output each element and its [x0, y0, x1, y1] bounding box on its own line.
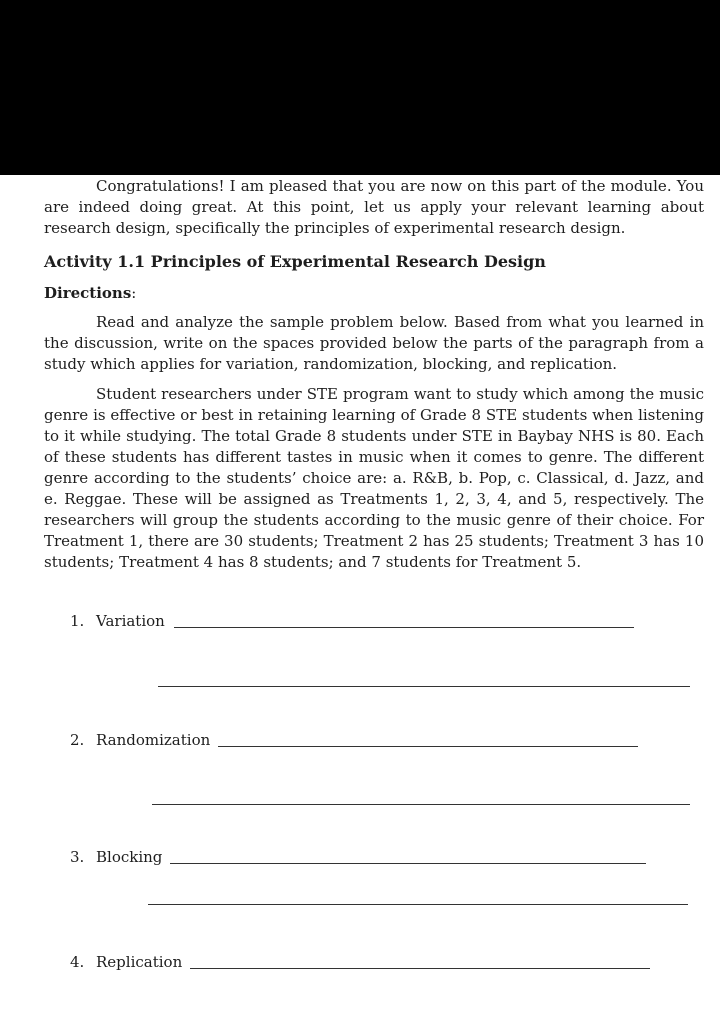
question-label: Randomization: [96, 731, 211, 749]
directions-colon: :: [131, 284, 137, 302]
worksheet-page: [44, 176, 704, 573]
directions-paragraph: Read and analyze the sample problem below. Based from what you learned in the discussion, write on the spaces provided below the parts of the paragraph from a study which applies for variation, randomization, blocking, and replication.: [44, 313, 704, 373]
answer-line-blocking-2[interactable]: [148, 904, 688, 905]
question-number: 4.: [70, 953, 85, 971]
question-variation: [70, 612, 165, 630]
question-number: 1.: [70, 612, 85, 630]
answer-line-randomization-2[interactable]: [152, 804, 690, 805]
answer-line-randomization[interactable]: [218, 746, 638, 747]
activity-title: Activity 1.1 Principles of Experimental Research Design: [44, 252, 546, 271]
answer-line-variation-2[interactable]: [158, 686, 690, 687]
answer-line-blocking[interactable]: [170, 863, 646, 864]
question-number: 3.: [70, 848, 85, 866]
answer-line-variation[interactable]: [174, 627, 634, 628]
question-blocking: [70, 848, 162, 866]
question-replication: [70, 953, 182, 971]
problem-paragraph: Student researchers under STE program want to study which among the music genre is effective or best in retaining learning of Grade 8 STE students when listening to it while studying. The total Grade 8 students under STE in Baybay NHS is 80. Each of these students has different tastes in music when it comes to genre. The different genre according to the students’ choice are: a. R&B, b. Pop, c. Classical, d. Jazz, and e. Reggae. These will be assigned as Treatments 1, 2, 3, 4, and 5, respectively. The researchers will group the students according to the music genre of their choice. For Treatment 1, there are 30 students; Treatment 2 has 25 students; Treatment 3 has 10 students; Treatment 4 has 8 students; and 7 students for Treatment 5.: [44, 385, 704, 571]
question-label: Blocking: [96, 848, 163, 866]
question-label: Variation: [96, 612, 165, 630]
top-black-bar: [0, 0, 720, 175]
question-number: 2.: [70, 731, 85, 749]
directions-label: Directions: [44, 284, 132, 302]
question-randomization: [70, 731, 210, 749]
intro-paragraph: Congratulations! I am pleased that you are now on this part of the module. You are indeed doing great. At this point, let us apply your relevant learning about research design, specifically the principles of experimental research design.: [44, 177, 704, 237]
question-label: Replication: [96, 953, 183, 971]
answer-line-replication[interactable]: [190, 968, 650, 969]
directions-heading: [44, 283, 704, 304]
